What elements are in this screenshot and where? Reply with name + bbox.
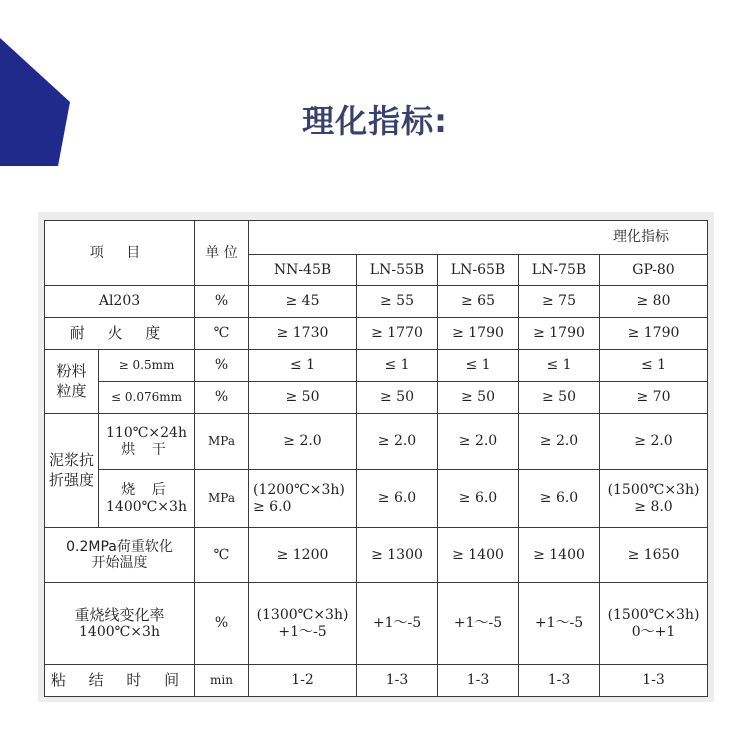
value-cell: ≥ 1400 bbox=[438, 528, 519, 583]
row-label-line: 开始温度 bbox=[91, 555, 148, 571]
row-label bbox=[99, 470, 195, 528]
value-cell: ≥ 1300 bbox=[357, 528, 438, 583]
value-cell bbox=[249, 470, 357, 528]
value-line: (1500℃×3h) bbox=[607, 607, 700, 624]
value-line: +1～-5 bbox=[278, 623, 327, 640]
row-unit: MPa bbox=[195, 414, 249, 470]
value-cell bbox=[600, 470, 708, 528]
row-label-line: 烘 干 bbox=[121, 441, 172, 458]
grade-cell: NN-45B bbox=[249, 255, 357, 286]
row-label-line: 重烧线变化率 bbox=[74, 605, 165, 624]
row-unit: % bbox=[195, 286, 249, 318]
row-label bbox=[99, 414, 195, 470]
value-cell: ≥ 2.0 bbox=[600, 414, 708, 470]
value-cell: 1-3 bbox=[519, 665, 600, 697]
value-cell: ≥ 6.0 bbox=[519, 470, 600, 528]
table-row bbox=[45, 414, 708, 470]
row-label-line: 110℃×24h bbox=[106, 425, 187, 442]
row-unit: % bbox=[195, 350, 249, 382]
value-cell: 1-3 bbox=[438, 665, 519, 697]
value-cell: ≤ 1 bbox=[357, 350, 438, 382]
table-row bbox=[45, 382, 708, 414]
row-unit: MPa bbox=[195, 470, 249, 528]
header-item: 项 目 bbox=[45, 221, 195, 286]
value-cell: ≥ 1400 bbox=[519, 528, 600, 583]
value-cell: ≥ 2.0 bbox=[519, 414, 600, 470]
row-label bbox=[45, 528, 195, 583]
value-cell: ≥ 50 bbox=[438, 382, 519, 414]
table-row bbox=[45, 665, 708, 697]
row-unit: min bbox=[195, 665, 249, 697]
value-cell: ≥ 70 bbox=[600, 382, 708, 414]
table-row bbox=[45, 470, 708, 528]
row-label-line: 烧 后 bbox=[121, 482, 172, 499]
specs-table bbox=[44, 220, 708, 697]
value-cell: ≥ 75 bbox=[519, 286, 600, 318]
value-cell: 1-2 bbox=[249, 665, 357, 697]
value-cell: ≤ 1 bbox=[438, 350, 519, 382]
value-cell: ≤ 1 bbox=[519, 350, 600, 382]
value-line: (1200℃×3h) bbox=[253, 482, 345, 499]
value-cell: ≥ 50 bbox=[519, 382, 600, 414]
row-label-line: 0.2MPa荷重软化 bbox=[66, 538, 173, 555]
row-group-label: 泥浆抗折强度 bbox=[45, 414, 99, 528]
row-label: 耐 火 度 bbox=[45, 318, 195, 350]
value-cell: ≥ 1790 bbox=[438, 318, 519, 350]
value-cell: ≤ 1 bbox=[249, 350, 357, 382]
row-label bbox=[45, 583, 195, 665]
table-row bbox=[45, 583, 708, 665]
value-cell: ≥ 2.0 bbox=[438, 414, 519, 470]
row-label: ≥ 0.5mm bbox=[99, 350, 195, 382]
value-cell: ≥ 65 bbox=[438, 286, 519, 318]
row-unit: % bbox=[195, 382, 249, 414]
value-cell bbox=[600, 583, 708, 665]
row-label: 粘 结 时 间 bbox=[45, 665, 195, 697]
table-row bbox=[45, 350, 708, 382]
row-label-line: 1400℃×3h bbox=[106, 498, 187, 515]
table-row bbox=[45, 318, 708, 350]
value-cell: ≥ 2.0 bbox=[357, 414, 438, 470]
grade-cell: GP-80 bbox=[600, 255, 708, 286]
value-cell: ≥ 2.0 bbox=[249, 414, 357, 470]
value-cell: ≥ 1730 bbox=[249, 318, 357, 350]
table-row bbox=[45, 286, 708, 318]
value-cell: ≥ 1650 bbox=[600, 528, 708, 583]
row-label: Al203 bbox=[45, 286, 195, 318]
value-cell: +1～-5 bbox=[519, 583, 600, 665]
grade-cell: LN-75B bbox=[519, 255, 600, 286]
value-cell: 1-3 bbox=[600, 665, 708, 697]
value-cell: ≥ 1200 bbox=[249, 528, 357, 583]
header-group: 理化指标 bbox=[249, 221, 708, 255]
header-row bbox=[45, 221, 708, 255]
value-cell: ≥ 50 bbox=[357, 382, 438, 414]
value-cell: ≥ 50 bbox=[249, 382, 357, 414]
value-cell: ≥ 6.0 bbox=[357, 470, 438, 528]
value-cell: ≥ 55 bbox=[357, 286, 438, 318]
header-unit: 单 位 bbox=[195, 221, 249, 286]
value-cell: 1-3 bbox=[357, 665, 438, 697]
row-label: ≤ 0.076mm bbox=[99, 382, 195, 414]
value-cell: ≥ 45 bbox=[249, 286, 357, 318]
table-row bbox=[45, 528, 708, 583]
value-line: ≥ 6.0 bbox=[253, 498, 292, 515]
value-cell: ≥ 80 bbox=[600, 286, 708, 318]
value-line: (1500℃×3h) bbox=[607, 482, 700, 499]
value-cell: ≥ 1790 bbox=[519, 318, 600, 350]
value-cell: ≤ 1 bbox=[600, 350, 708, 382]
row-label-line: 1400℃×3h bbox=[79, 624, 160, 641]
page-title: 理化指标: bbox=[302, 102, 448, 140]
value-line: 0～+1 bbox=[631, 623, 676, 640]
value-cell: ≥ 1770 bbox=[357, 318, 438, 350]
row-group-label: 粉料粒度 bbox=[45, 350, 99, 414]
value-line: ≥ 8.0 bbox=[634, 498, 673, 515]
grade-cell: LN-65B bbox=[438, 255, 519, 286]
value-cell: ≥ 1790 bbox=[600, 318, 708, 350]
row-unit: ℃ bbox=[195, 528, 249, 583]
grade-cell: LN-55B bbox=[357, 255, 438, 286]
value-line: (1300℃×3h) bbox=[256, 607, 349, 624]
row-unit: % bbox=[195, 583, 249, 665]
value-cell: +1～-5 bbox=[438, 583, 519, 665]
row-unit: ℃ bbox=[195, 318, 249, 350]
value-cell bbox=[249, 583, 357, 665]
value-cell: +1～-5 bbox=[357, 583, 438, 665]
value-cell: ≥ 6.0 bbox=[438, 470, 519, 528]
